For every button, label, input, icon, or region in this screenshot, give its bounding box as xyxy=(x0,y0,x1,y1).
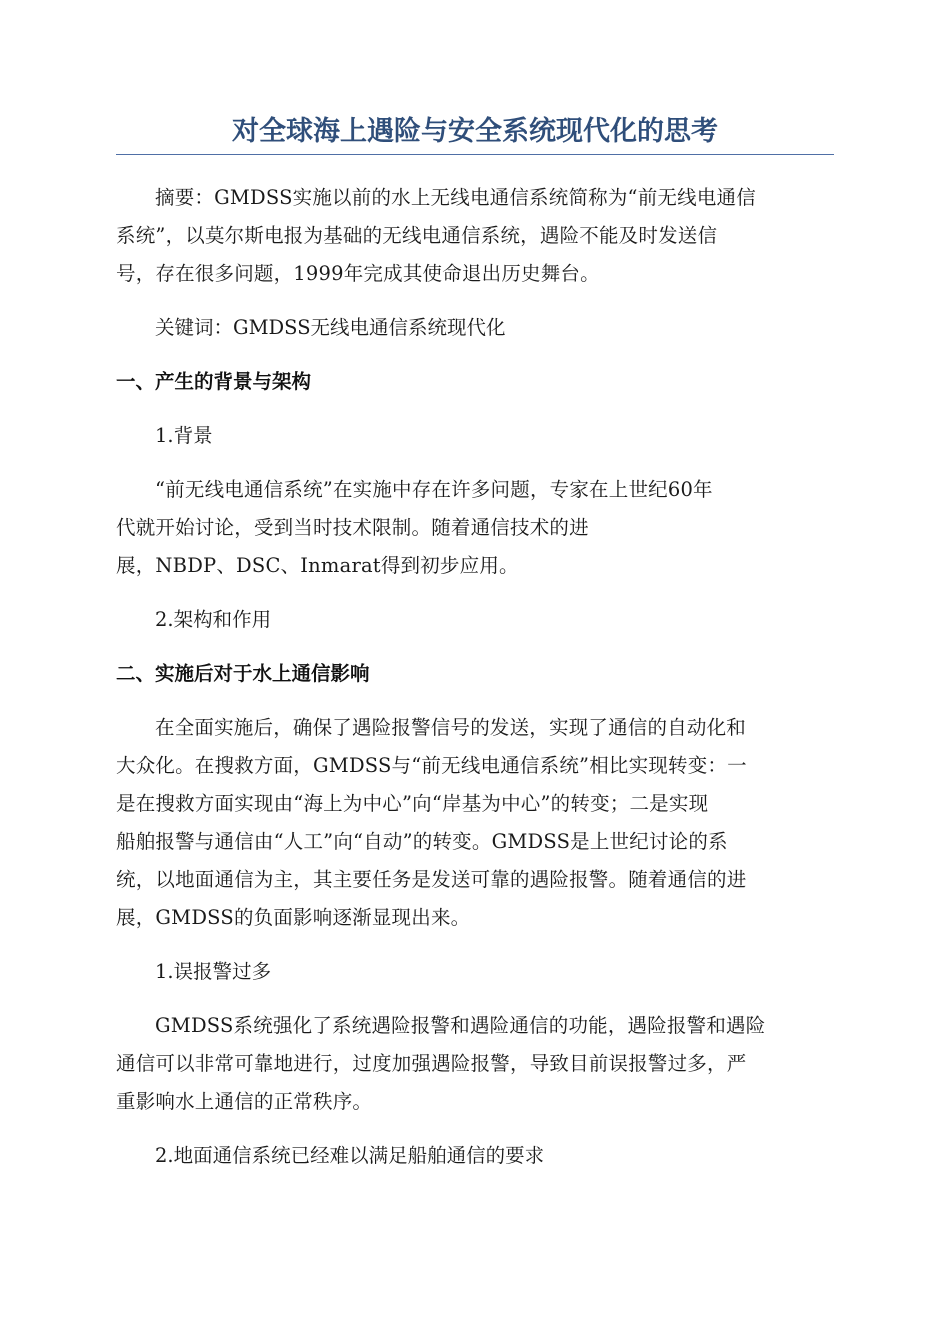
abstract-line: 系统”，以莫尔斯电报为基础的无线电通信系统，遇险不能及时发送信 xyxy=(116,224,718,247)
subsection-heading-1-2: 2.架构和作用 xyxy=(155,608,272,631)
subsection-heading-1-1: 1.背景 xyxy=(155,424,213,447)
paragraph-line: 大众化。在搜救方面，GMDSS与“前无线电通信系统”相比实现转变：一 xyxy=(116,754,747,777)
document-body xyxy=(116,112,834,1175)
paragraph-line: 重影响水上通信的正常秩序。 xyxy=(116,1090,373,1113)
section-heading-1: 一、产生的背景与架构 xyxy=(116,370,312,393)
paragraph-line: GMDSS系统强化了系统遇险报警和遇险通信的功能，遇险报警和遇险 xyxy=(155,1014,766,1037)
abstract-paragraph xyxy=(116,179,834,293)
abstract-line: 摘要：GMDSS实施以前的水上无线电通信系统简称为“前无线电通信 xyxy=(155,186,756,209)
paragraph-line: 代就开始讨论，受到当时技术限制。随着通信技术的进 xyxy=(116,516,589,539)
paragraph-line: 是在搜救方面实现由“海上为中心”向“岸基为中心”的转变；二是实现 xyxy=(116,792,709,815)
paragraph-line: 展，GMDSS的负面影响逐渐显现出来。 xyxy=(116,906,471,929)
abstract-line: 号，存在很多问题，1999年完成其使命退出历史舞台。 xyxy=(116,262,600,285)
paragraph-line: “前无线电通信系统”在实施中存在许多问题，专家在上世纪60年 xyxy=(155,478,713,501)
background-paragraph xyxy=(116,471,834,585)
section-heading-2: 二、实施后对于水上通信影响 xyxy=(116,662,370,685)
paragraph-line: 展，NBDP、DSC、Inmarat得到初步应用。 xyxy=(116,554,519,577)
false-alarm-paragraph xyxy=(116,1007,834,1121)
paragraph-line: 通信可以非常可靠地进行，过度加强遇险报警，导致目前误报警过多，严 xyxy=(116,1052,747,1075)
keywords-line: 关键词：GMDSS无线电通信系统现代化 xyxy=(155,316,506,339)
paragraph-line: 船舶报警与通信由“人工”向“自动”的转变。GMDSS是上世纪讨论的系 xyxy=(116,830,728,853)
document-title: 对全球海上遇险与安全系统现代化的思考 xyxy=(232,116,718,147)
subsection-heading-2-1: 1.误报警过多 xyxy=(155,960,272,983)
paragraph-line: 在全面实施后，确保了遇险报警信号的发送，实现了通信的自动化和 xyxy=(155,716,747,739)
paragraph-line: 统，以地面通信为主，其主要任务是发送可靠的遇险报警。随着通信的进 xyxy=(116,868,747,891)
impact-paragraph xyxy=(116,709,834,937)
subsection-heading-2-2: 2.地面通信系统已经难以满足船舶通信的要求 xyxy=(155,1144,545,1167)
